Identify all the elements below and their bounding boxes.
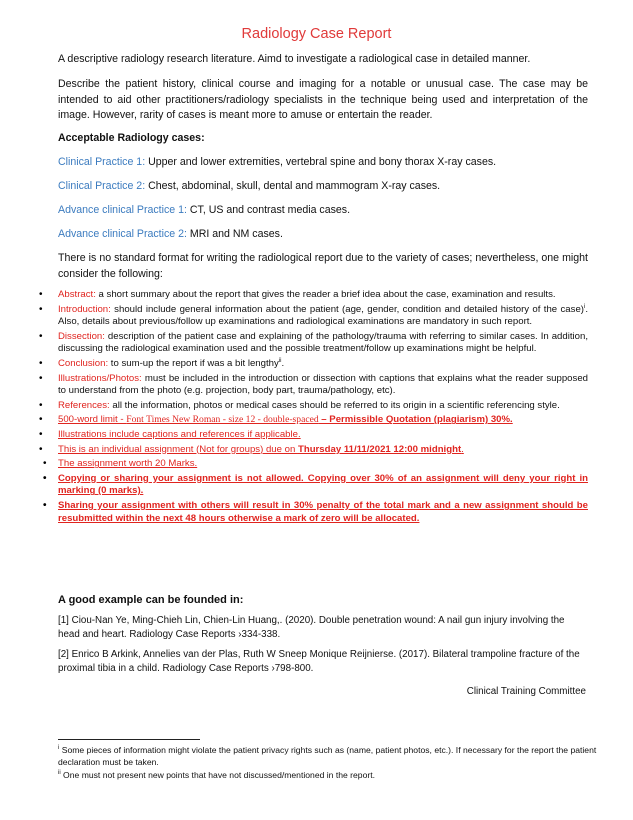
- signature: Clinical Training Committee: [466, 686, 586, 697]
- example-heading: A good example can be founded in:: [58, 594, 244, 606]
- case-clinical-practice-2: [58, 179, 588, 195]
- list-item-references: [58, 400, 588, 413]
- case-label: Advance clinical Practice 2:: [58, 228, 187, 240]
- intro-paragraph-1: A descriptive radiology research literature. Aimd to investigate a radiological case in detailed manner.: [58, 53, 531, 65]
- document-title: Radiology Case Report: [241, 26, 392, 42]
- footnote-text: One must not present new points that have not discussed/mentioned in the report.: [60, 770, 376, 780]
- section-label: Dissection:: [58, 330, 105, 342]
- case-clinical-practice-1: [58, 155, 588, 171]
- list-item-sharing: • Sharing your assignment with others will result in 30% penalty of the total mark and a new assignment should be resubmitted within the next 48 hours otherwise a mark of zero will be allocated.: [58, 500, 588, 525]
- list-item-illustration-rule: • Illustrations include captions and references if applicable.: [58, 429, 588, 442]
- case-text: MRI and NM cases.: [186, 228, 283, 240]
- case-text: Chest, abdominal, skull, dental and mammogram X-ray cases.: [145, 180, 441, 192]
- case-advance-practice-1: [58, 203, 588, 219]
- section-label: Abstract:: [58, 289, 96, 300]
- section-label: References:: [58, 399, 110, 411]
- case-advance-practice-2: [58, 227, 588, 243]
- word-limit-text: 500-word limit -: [58, 414, 127, 426]
- list-item-illustrations: [58, 373, 588, 398]
- section-text: must be included in the introduction or dissection with captions that explains what the reader supposed to understand from the photo (e.g. projection, body part, trauma/pathology, etc).: [58, 372, 588, 397]
- section-text-cont: . Also, details about previous/follow up examinations and radiological examinations are mandatory in such report.: [58, 303, 588, 328]
- reference-1: [1] Ciou-Nan Ye, Ming-Chieh Lin, Chien-Lin Huang,. (2020). Double penetration wound: A nail gun injury involving the head and heart. Radiology Case Reports ›334-338.: [58, 615, 565, 640]
- case-label: Clinical Practice 1:: [58, 156, 146, 168]
- case-text: Upper and lower extremities, vertebral spine and bony thorax X-ray cases.: [145, 156, 497, 168]
- list-item-dissection: [58, 331, 588, 356]
- due-text: This is an individual assignment (Not for groups) due on: [58, 443, 298, 455]
- section-text: description of the patient case and explaining of the pathology/trauma with referring to similar cases. In addition, discussing the radiological examination used and the possible treatment/follow up examinations might be helpful.: [58, 330, 588, 355]
- format-note-paragraph: There is no standard format for writing the radiological report due to the variety of cases; nevertheless, one might consider the following:: [58, 252, 588, 280]
- list-item-introduction: [58, 304, 588, 329]
- list-item-worth: • The assignment worth 20 Marks.: [58, 458, 588, 471]
- reference-2: [2] Enrico B Arkink, Annelies van der Plas, Ruth W Sneep Monique Reijnierse. (2017). Bilateral trampoline fracture of the proximal tibia in a child. Radiology Case Reports ›798-800.: [58, 649, 580, 674]
- case-label: Clinical Practice 2:: [58, 180, 146, 192]
- due-date: Thursday 11/11/2021 12:00 midnight: [297, 443, 462, 455]
- section-text: should include general information about the patient (age, gender, condition and detailed history of the case): [110, 303, 584, 315]
- section-label: Illustrations/Photos:: [58, 372, 142, 384]
- word-limit-plagiarism: – Permissible Quotation (plagiarism) 30%.: [318, 414, 513, 426]
- list-item-word-limit: [58, 414, 588, 427]
- list-item-copying: • Copying or sharing your assignment is not allowed. Copying over 30% of an assignment will deny your right in marking (0 marks).: [58, 473, 588, 498]
- word-limit-font: Font Times New Roman - size 12 - double-spaced: [126, 414, 319, 426]
- footnote-1: [58, 745, 598, 768]
- footnote-2: [58, 770, 598, 782]
- case-label: Advance clinical Practice 1:: [58, 204, 187, 216]
- case-text: CT, US and contrast media cases.: [186, 204, 351, 216]
- intro-paragraph-2: Describe the patient history, clinical course and imaging for a notable or unusual case. The case may be intended to aid other practitioners/radiology specialists in the technique being used and interpretation of the image. However, rarity of cases is meant more to amuse or entertain the reader.: [58, 78, 588, 121]
- footnote-text: Some pieces of information might violate the patient privacy rights such as (name, patient photos, etc.). If necessary for the report the patient declaration must be taken.: [58, 745, 597, 767]
- list-item-due-date: [58, 444, 588, 457]
- footnote-ref: i: [583, 303, 586, 310]
- report-sections-list: [58, 289, 588, 527]
- footnote-ref: ii: [278, 357, 282, 364]
- list-item-abstract: [58, 289, 588, 302]
- acceptable-cases-heading: Acceptable Radiology cases:: [58, 132, 205, 144]
- due-end: .: [461, 443, 464, 455]
- footnote-mark: ii: [58, 770, 61, 777]
- footnote-divider: [58, 739, 200, 740]
- section-text: a short summary about the report that gives the reader a brief idea about the case, examination and results.: [95, 289, 556, 300]
- section-label: Conclusion:: [58, 357, 109, 369]
- section-text-cont: .: [281, 357, 285, 369]
- footnote-mark: i: [58, 745, 60, 752]
- list-item-conclusion: [58, 358, 588, 371]
- section-label: Introduction:: [58, 303, 111, 315]
- section-text: to sum-up the report if was a bit lengthy: [108, 357, 279, 369]
- section-text: all the information, photos or medical cases should be referred to its origin in a scientific referencing style.: [109, 399, 560, 411]
